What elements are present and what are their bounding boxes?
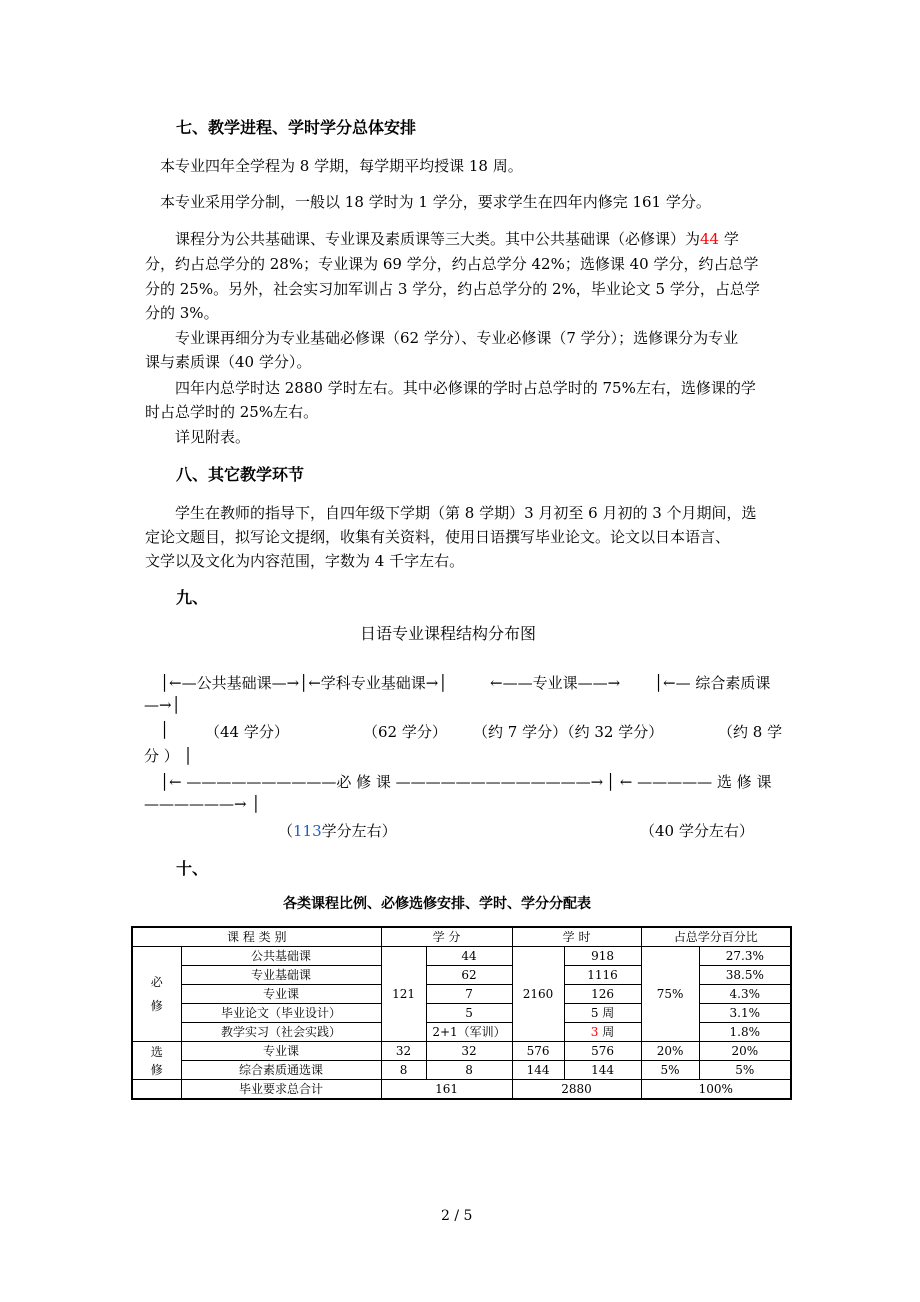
course-name: 公共基础课 bbox=[181, 947, 381, 966]
paragraph-line: 课与素质课（40 学分）。 bbox=[145, 353, 312, 371]
credit-cell: 8 bbox=[426, 1061, 512, 1080]
text: （ bbox=[278, 822, 294, 840]
header-cell: 课 程 类 别 bbox=[132, 927, 381, 947]
pct-cell: 3.1% bbox=[699, 1004, 791, 1023]
structure-credit: （44 学分） bbox=[205, 723, 289, 741]
pct-cell: 5% bbox=[699, 1061, 791, 1080]
text: 周 bbox=[602, 1024, 615, 1039]
paragraph-line: 分的 3%。 bbox=[145, 304, 219, 322]
course-name: 专业基础课 bbox=[181, 966, 381, 985]
paragraph-line: 定论文题目，拟写论文提纲，收集有关资料，使用日语撰写毕业论文。论文以日本语言、 bbox=[145, 528, 731, 546]
course-name: 教学实习（社会实践） bbox=[181, 1023, 381, 1042]
hours-cell: 5 周 bbox=[564, 1004, 641, 1023]
structure-row: │←—公共基础课—→│←学科专业基础课→│ bbox=[160, 674, 448, 692]
structure-row: ←——专业课——→ bbox=[490, 674, 621, 692]
text: 必 bbox=[150, 975, 163, 989]
text: 选 bbox=[150, 1044, 163, 1059]
course-name: 毕业论文（毕业设计） bbox=[181, 1004, 381, 1023]
structure-credit: （40 学分左右） bbox=[640, 822, 754, 840]
empty-cell bbox=[132, 1080, 181, 1100]
table-row bbox=[132, 1061, 791, 1080]
page-number: 2 / 5 bbox=[441, 1208, 473, 1224]
course-name: 专业课 bbox=[181, 985, 381, 1004]
highlight-number: 3 bbox=[590, 1024, 599, 1039]
course-name: 专业课 bbox=[181, 1042, 381, 1061]
pct-total: 5% bbox=[641, 1061, 699, 1080]
highlight-number: 44 bbox=[700, 230, 720, 248]
credit-cell: 44 bbox=[426, 947, 512, 966]
required-group-label bbox=[132, 947, 181, 1042]
credit-cell: 5 bbox=[426, 1004, 512, 1023]
paragraph-line: 专业课再细分为专业基础必修课（62 学分）、专业必修课（7 学分）；选修课分为专业 bbox=[175, 329, 739, 347]
text: 修 bbox=[150, 999, 163, 1013]
course-name: 综合素质通选课 bbox=[181, 1061, 381, 1080]
paragraph-line: 文学以及文化为内容范围，字数为 4 千字左右。 bbox=[145, 552, 465, 570]
required-credit-total: 121 bbox=[381, 947, 426, 1042]
course-name: 毕业要求总合计 bbox=[181, 1080, 381, 1100]
hours-cell: 918 bbox=[564, 947, 641, 966]
credit-total: 8 bbox=[381, 1061, 426, 1080]
credit-cell: 7 bbox=[426, 985, 512, 1004]
credit-allocation-table bbox=[131, 926, 792, 1100]
table-title: 各类课程比例、必修选修安排、学时、学分分配表 bbox=[283, 896, 591, 912]
text: 课程分为公共基础课、专业课及素质课等三大类。其中公共基础课（必修课）为 bbox=[175, 230, 701, 248]
hours-total: 576 bbox=[512, 1042, 564, 1061]
pct-cell: 4.3% bbox=[699, 985, 791, 1004]
structure-credit: （约 8 学 bbox=[718, 723, 783, 741]
structure-row: │ ← ————— 选 修 课 bbox=[606, 773, 772, 791]
table-row bbox=[132, 947, 791, 966]
paragraph-line: 学生在教师的指导下，自四年级下学期（第 8 学期）3 月初至 6 月初的 3 个月期间，选 bbox=[175, 504, 757, 522]
hours-total: 144 bbox=[512, 1061, 564, 1080]
text: 学分左右） bbox=[321, 822, 397, 840]
table-header-row bbox=[132, 927, 791, 947]
hours-cell bbox=[564, 1023, 641, 1042]
pct-cell: 20% bbox=[699, 1042, 791, 1061]
paragraph-line bbox=[175, 228, 739, 249]
pct-total: 20% bbox=[641, 1042, 699, 1061]
structure-row: —→│ bbox=[144, 696, 181, 714]
section-9-heading: 九、 bbox=[176, 588, 209, 607]
header-cell: 占总学分百分比 bbox=[641, 927, 791, 947]
hours-cell: 144 bbox=[564, 1061, 641, 1080]
required-hours-total: 2160 bbox=[512, 947, 564, 1042]
paragraph-line: 分的 25%。另外，社会实习加军训占 3 学分，约占总学分的 2%，毕业论文 5 学分，占总学 bbox=[145, 280, 760, 298]
pct-cell: 38.5% bbox=[699, 966, 791, 985]
structure-chart-title: 日语专业课程结构分布图 bbox=[360, 624, 537, 643]
structure-credit: （约 7 学分）（约 32 学分） bbox=[473, 723, 664, 741]
paragraph-line: 分，约占总学分的 28%；专业课为 69 学分，约占总学分 42%；选修课 40 学分，约占总学 bbox=[145, 255, 759, 273]
paragraph-line: 时占总学时的 25%左右。 bbox=[145, 403, 319, 421]
hours-cell: 126 bbox=[564, 985, 641, 1004]
structure-credit bbox=[278, 820, 397, 841]
credit-total: 32 bbox=[381, 1042, 426, 1061]
credit-cell: 32 bbox=[426, 1042, 512, 1061]
hours-cell: 576 bbox=[564, 1042, 641, 1061]
pct-total: 100% bbox=[641, 1080, 791, 1100]
structure-row: │ bbox=[160, 721, 170, 739]
pct-cell: 1.8% bbox=[699, 1023, 791, 1042]
header-cell: 学 分 bbox=[381, 927, 512, 947]
structure-credit: （62 学分） bbox=[363, 723, 447, 741]
paragraph: 本专业四年全学程为 8 学期，每学期平均授课 18 周。 bbox=[160, 157, 523, 175]
credit-total: 161 bbox=[381, 1080, 512, 1100]
highlight-number: 113 bbox=[293, 822, 322, 840]
structure-row: │←— 综合素质课 bbox=[654, 674, 771, 692]
paragraph-line: 四年内总学时达 2880 学时左右。其中必修课的学时占总学时的 75%左右，选修课的学 bbox=[175, 379, 756, 397]
structure-row: │← ——————————必 修 课 —————————————→ bbox=[160, 773, 604, 791]
hours-total: 2880 bbox=[512, 1080, 641, 1100]
text: 学 bbox=[723, 230, 739, 248]
elective-group-label bbox=[132, 1042, 181, 1080]
structure-row: 分 ） │ bbox=[144, 747, 193, 765]
table-total-row bbox=[132, 1080, 791, 1100]
hours-cell: 1116 bbox=[564, 966, 641, 985]
text: 修 bbox=[150, 1062, 163, 1077]
credit-cell: 2+1（军训） bbox=[426, 1023, 512, 1042]
structure-row: ——————→ │ bbox=[144, 795, 261, 813]
section-10-heading: 十、 bbox=[176, 859, 209, 878]
section-8-heading: 八、其它教学环节 bbox=[176, 465, 305, 484]
section-7-heading: 七、教学进程、学时学分总体安排 bbox=[176, 118, 417, 137]
paragraph: 本专业采用学分制，一般以 18 学时为 1 学分，要求学生在四年内修完 161 学分。 bbox=[160, 193, 711, 211]
paragraph-line: 详见附表。 bbox=[175, 428, 251, 446]
header-cell: 学 时 bbox=[512, 927, 641, 947]
pct-cell: 27.3% bbox=[699, 947, 791, 966]
table-row bbox=[132, 1042, 791, 1061]
credit-cell: 62 bbox=[426, 966, 512, 985]
required-pct-total: 75% bbox=[641, 947, 699, 1042]
